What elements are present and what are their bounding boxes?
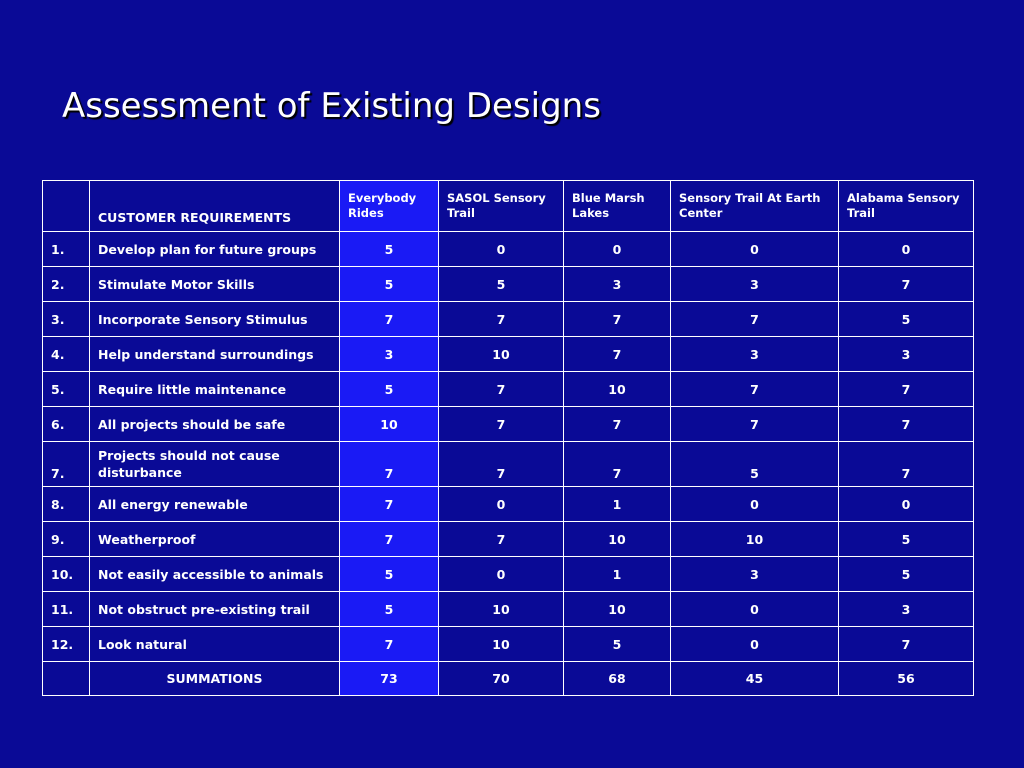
score-cell: 0 xyxy=(671,627,839,662)
score-cell: 7 xyxy=(564,337,671,372)
requirements-header: CUSTOMER REQUIREMENTS xyxy=(90,181,340,232)
table-row xyxy=(43,522,974,557)
score-cell: 3 xyxy=(671,267,839,302)
score-cell: 7 xyxy=(839,372,974,407)
row-number: 8. xyxy=(43,487,90,522)
score-cell: 10 xyxy=(340,407,439,442)
score-cell: 5 xyxy=(839,557,974,592)
score-cell: 10 xyxy=(439,337,564,372)
requirement-label: Weatherproof xyxy=(90,522,340,557)
row-number: 4. xyxy=(43,337,90,372)
requirement-label: All energy renewable xyxy=(90,487,340,522)
score-cell: 0 xyxy=(671,592,839,627)
summation-label: SUMMATIONS xyxy=(90,662,340,696)
score-cell: 5 xyxy=(671,442,839,487)
table-row xyxy=(43,557,974,592)
row-number: 10. xyxy=(43,557,90,592)
score-cell: 7 xyxy=(671,372,839,407)
score-cell: 5 xyxy=(340,372,439,407)
row-number: 5. xyxy=(43,372,90,407)
score-cell: 0 xyxy=(439,557,564,592)
score-cell: 7 xyxy=(564,442,671,487)
requirement-label: Not easily accessible to animals xyxy=(90,557,340,592)
table-row xyxy=(43,337,974,372)
score-cell: 7 xyxy=(671,407,839,442)
row-number: 3. xyxy=(43,302,90,337)
requirement-label: Stimulate Motor Skills xyxy=(90,267,340,302)
design-header-sasol-sensory-trail: SASOL Sensory Trail xyxy=(439,181,564,232)
summation-row xyxy=(43,662,974,696)
score-cell: 7 xyxy=(439,372,564,407)
summation-value: 45 xyxy=(671,662,839,696)
score-cell: 5 xyxy=(439,267,564,302)
score-cell: 7 xyxy=(340,487,439,522)
score-cell: 3 xyxy=(839,337,974,372)
requirement-label: Help understand surroundings xyxy=(90,337,340,372)
requirement-label: Not obstruct pre-existing trail xyxy=(90,592,340,627)
score-cell: 7 xyxy=(340,442,439,487)
score-cell: 5 xyxy=(564,627,671,662)
table-row xyxy=(43,232,974,267)
score-cell: 5 xyxy=(839,302,974,337)
score-cell: 7 xyxy=(839,442,974,487)
design-header-blue-marsh-lakes: Blue Marsh Lakes xyxy=(564,181,671,232)
table-row xyxy=(43,302,974,337)
score-cell: 7 xyxy=(439,522,564,557)
row-number: 9. xyxy=(43,522,90,557)
score-cell: 7 xyxy=(671,302,839,337)
header-number-cell xyxy=(43,181,90,232)
score-cell: 3 xyxy=(671,557,839,592)
score-cell: 0 xyxy=(439,232,564,267)
score-cell: 0 xyxy=(564,232,671,267)
requirement-label: Incorporate Sensory Stimulus xyxy=(90,302,340,337)
assessment-table xyxy=(42,180,974,696)
table-row xyxy=(43,592,974,627)
summation-value: 68 xyxy=(564,662,671,696)
requirement-label: Look natural xyxy=(90,627,340,662)
table-row xyxy=(43,267,974,302)
score-cell: 10 xyxy=(671,522,839,557)
table-row xyxy=(43,487,974,522)
requirement-label: Develop plan for future groups xyxy=(90,232,340,267)
score-cell: 7 xyxy=(564,302,671,337)
summation-value: 73 xyxy=(340,662,439,696)
table-row xyxy=(43,407,974,442)
score-cell: 7 xyxy=(839,267,974,302)
score-cell: 5 xyxy=(839,522,974,557)
score-cell: 7 xyxy=(839,627,974,662)
row-number: 11. xyxy=(43,592,90,627)
score-cell: 7 xyxy=(439,442,564,487)
score-cell: 1 xyxy=(564,487,671,522)
row-number: 7. xyxy=(43,442,90,487)
table-row xyxy=(43,442,974,487)
score-cell: 0 xyxy=(671,232,839,267)
score-cell: 7 xyxy=(839,407,974,442)
score-cell: 5 xyxy=(340,232,439,267)
score-cell: 7 xyxy=(564,407,671,442)
header-row xyxy=(43,181,974,232)
summation-number-cell xyxy=(43,662,90,696)
summation-value: 70 xyxy=(439,662,564,696)
score-cell: 10 xyxy=(564,372,671,407)
slide-title: Assessment of Existing Designs xyxy=(62,86,601,126)
score-cell: 10 xyxy=(564,592,671,627)
row-number: 2. xyxy=(43,267,90,302)
design-header-alabama-sensory-trail: Alabama Sensory Trail xyxy=(839,181,974,232)
score-cell: 3 xyxy=(340,337,439,372)
score-cell: 0 xyxy=(839,487,974,522)
score-cell: 3 xyxy=(564,267,671,302)
score-cell: 3 xyxy=(671,337,839,372)
score-cell: 0 xyxy=(839,232,974,267)
score-cell: 5 xyxy=(340,592,439,627)
score-cell: 5 xyxy=(340,267,439,302)
score-cell: 7 xyxy=(340,522,439,557)
score-cell: 0 xyxy=(671,487,839,522)
table-row xyxy=(43,372,974,407)
requirement-label: Projects should not cause disturbance xyxy=(90,442,340,487)
score-cell: 10 xyxy=(564,522,671,557)
score-cell: 10 xyxy=(439,627,564,662)
table-row xyxy=(43,627,974,662)
score-cell: 3 xyxy=(839,592,974,627)
requirement-label: Require little maintenance xyxy=(90,372,340,407)
requirement-label: All projects should be safe xyxy=(90,407,340,442)
score-cell: 0 xyxy=(439,487,564,522)
score-cell: 1 xyxy=(564,557,671,592)
row-number: 6. xyxy=(43,407,90,442)
score-cell: 7 xyxy=(439,302,564,337)
row-number: 1. xyxy=(43,232,90,267)
row-number: 12. xyxy=(43,627,90,662)
design-header-everybody-rides: Everybody Rides xyxy=(340,181,439,232)
score-cell: 7 xyxy=(340,302,439,337)
design-header-sensory-trail-earth-center: Sensory Trail At Earth Center xyxy=(671,181,839,232)
table-body xyxy=(43,181,974,696)
score-cell: 5 xyxy=(340,557,439,592)
summation-value: 56 xyxy=(839,662,974,696)
score-cell: 10 xyxy=(439,592,564,627)
score-cell: 7 xyxy=(439,407,564,442)
score-cell: 7 xyxy=(340,627,439,662)
